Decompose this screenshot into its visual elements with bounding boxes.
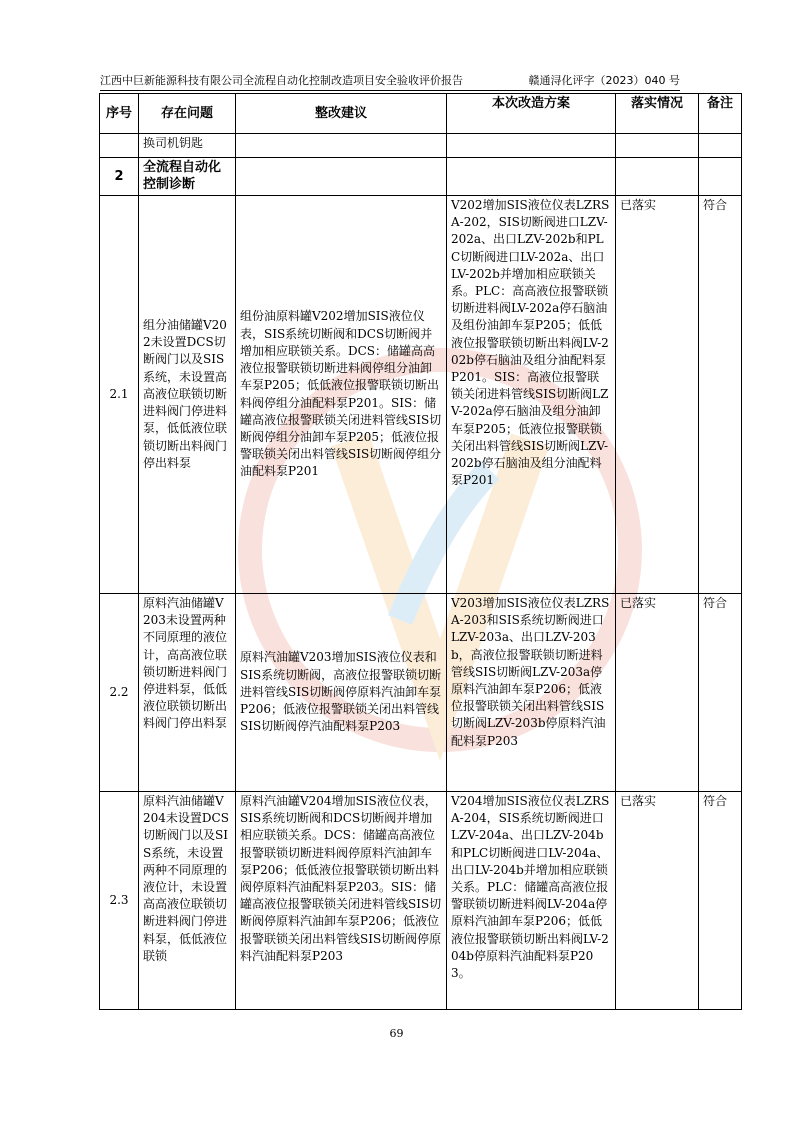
cell-note: [699, 158, 742, 196]
cell-plan: V203增加SIS液位仪表LZRSA-203和SIS系统切断阀进口LZV-203a、出口LZV-203b，高液位报警联锁切断进料管线SIS切断阀LZV-203a停原料汽油卸车泵P206；低液位报警联锁关闭出料管线SIS切断阀LZV-203b停原料汽油配料泵P203: [447, 594, 616, 792]
col-header-advice: 整改建议: [236, 94, 447, 134]
cell-status: 已落实: [616, 594, 699, 792]
rectification-table: [99, 93, 742, 1010]
cell-no: 2.1: [100, 196, 139, 594]
page-header: [100, 70, 680, 91]
page-number: 69: [389, 1027, 404, 1040]
cell-note: [699, 134, 742, 158]
col-header-plan: 本次改造方案: [447, 94, 616, 134]
col-header-issue: 存在问题: [139, 94, 236, 134]
cell-no: 2.3: [100, 792, 139, 1010]
cell-plan: [447, 158, 616, 196]
cell-plan: [447, 134, 616, 158]
cell-issue: 全流程自动化控制诊断: [139, 158, 236, 196]
table-header-row: [100, 94, 742, 134]
table-row: [100, 158, 742, 196]
cell-plan: V202增加SIS液位仪表LZRSA-202，SIS切断阀进口LZV-202a、出口LZV-202b和PLC切断阀进口LV-202a、出口LV-202b并增加相应联锁关系。PLC：高高液位报警联锁切断进料阀LV-202a停石脑油及组份油卸车泵P205；低低液位报警联锁切断出料阀LV-202b停石脑油及组分油配料泵P201。SIS：高液位报警联锁关闭进料管线SIS切断阀LZV-202a停石脑油及组分油卸车泵P205；低液位报警联锁关闭出料管线SIS切断阀LZV-202b停石脑油及组分油配料泵P201: [447, 196, 616, 594]
table-row: [100, 196, 742, 594]
cell-no: 2.2: [100, 594, 139, 792]
header-report-title: 江西中巨新能源科技有限公司全流程自动化控制改造项目安全验收评价报告: [100, 74, 463, 87]
col-header-note: 备注: [699, 94, 742, 134]
cell-no: [100, 134, 139, 158]
cell-note: 符合: [699, 792, 742, 1010]
cell-issue: 组分油储罐V202未设置DCS切断阀门以及SIS系统，未设置高高液位联锁切断进料阀门停进料泵，低低液位联锁切断出料阀门停出料泵: [139, 196, 236, 594]
cell-status: 已落实: [616, 792, 699, 1010]
table-row: [100, 792, 742, 1010]
cell-advice: 原料汽油罐V203增加SIS液位仪表和SIS系统切断阀，高液位报警联锁切断进料管线SIS切断阀停原料汽油卸车泵P206；低液位报警联锁关闭出料管线SIS切断阀停汽油配料泵P203: [236, 594, 447, 792]
cell-advice: 原料汽油罐V204增加SIS液位仪表，SIS系统切断阀和DCS切断阀并增加相应联锁关系。DCS：储罐高高液位报警联锁切断进料阀停原料汽油卸车泵P206；低低液位报警联锁切断出料阀停原料汽油配料泵P203。SIS：储罐高液位报警联锁关闭进料管线SIS切断阀停原料汽油卸车泵P206；低液位报警联锁关闭出料管线SIS切断阀停原料汽油配料泵P203: [236, 792, 447, 1010]
cell-advice: [236, 158, 447, 196]
cell-plan: V204增加SIS液位仪表LZRSA-204，SIS系统切断阀进口LZV-204a、出口LZV-204b和PLC切断阀进口LV-204a、出口LV-204b并增加相应联锁关系。PLC：储罐高高液位报警联锁切断进料阀LV-204a停原料汽油卸车泵P206；低低液位报警联锁切断出料阀LV-204b停原料汽油配料泵P203。: [447, 792, 616, 1010]
cell-note: 符合: [699, 196, 742, 594]
table-row: [100, 134, 742, 158]
cell-no: 2: [100, 158, 139, 196]
cell-issue: 原料汽油储罐V203未设置两种不同原理的液位计，高高液位联锁切断进料阀门停进料泵，低低液位联锁切断出料阀门停出料泵: [139, 594, 236, 792]
cell-issue: 原料汽油储罐V204未设置DCS切断阀门以及SIS系统，未设置两种不同原理的液位计，未设置高高液位联锁切断进料阀门停进料泵，低低液位联锁: [139, 792, 236, 1010]
col-header-status: 落实情况: [616, 94, 699, 134]
table-row: [100, 594, 742, 792]
col-header-no: 序号: [100, 94, 139, 134]
cell-status: 已落实: [616, 196, 699, 594]
cell-advice: [236, 134, 447, 158]
cell-status: [616, 134, 699, 158]
cell-note: 符合: [699, 594, 742, 792]
cell-issue: 换司机钥匙: [139, 134, 236, 158]
header-report-number: 赣通浔化评字（2023）040 号: [528, 74, 680, 87]
cell-advice: 组份油原料罐V202增加SIS液位仪表，SIS系统切断阀和DCS切断阀并增加相应联锁关系。DCS：储罐高高液位报警联锁切断进料阀停组分油卸车泵P205；低低液位报警联锁切断出料阀停组分油配料泵P201。SIS：储罐高液位报警联锁关闭进料管线SIS切断阀停组分油卸车泵P205；低液位报警联锁关闭出料管线SIS切断阀停组分油配料泵P201: [236, 196, 447, 594]
cell-status: [616, 158, 699, 196]
